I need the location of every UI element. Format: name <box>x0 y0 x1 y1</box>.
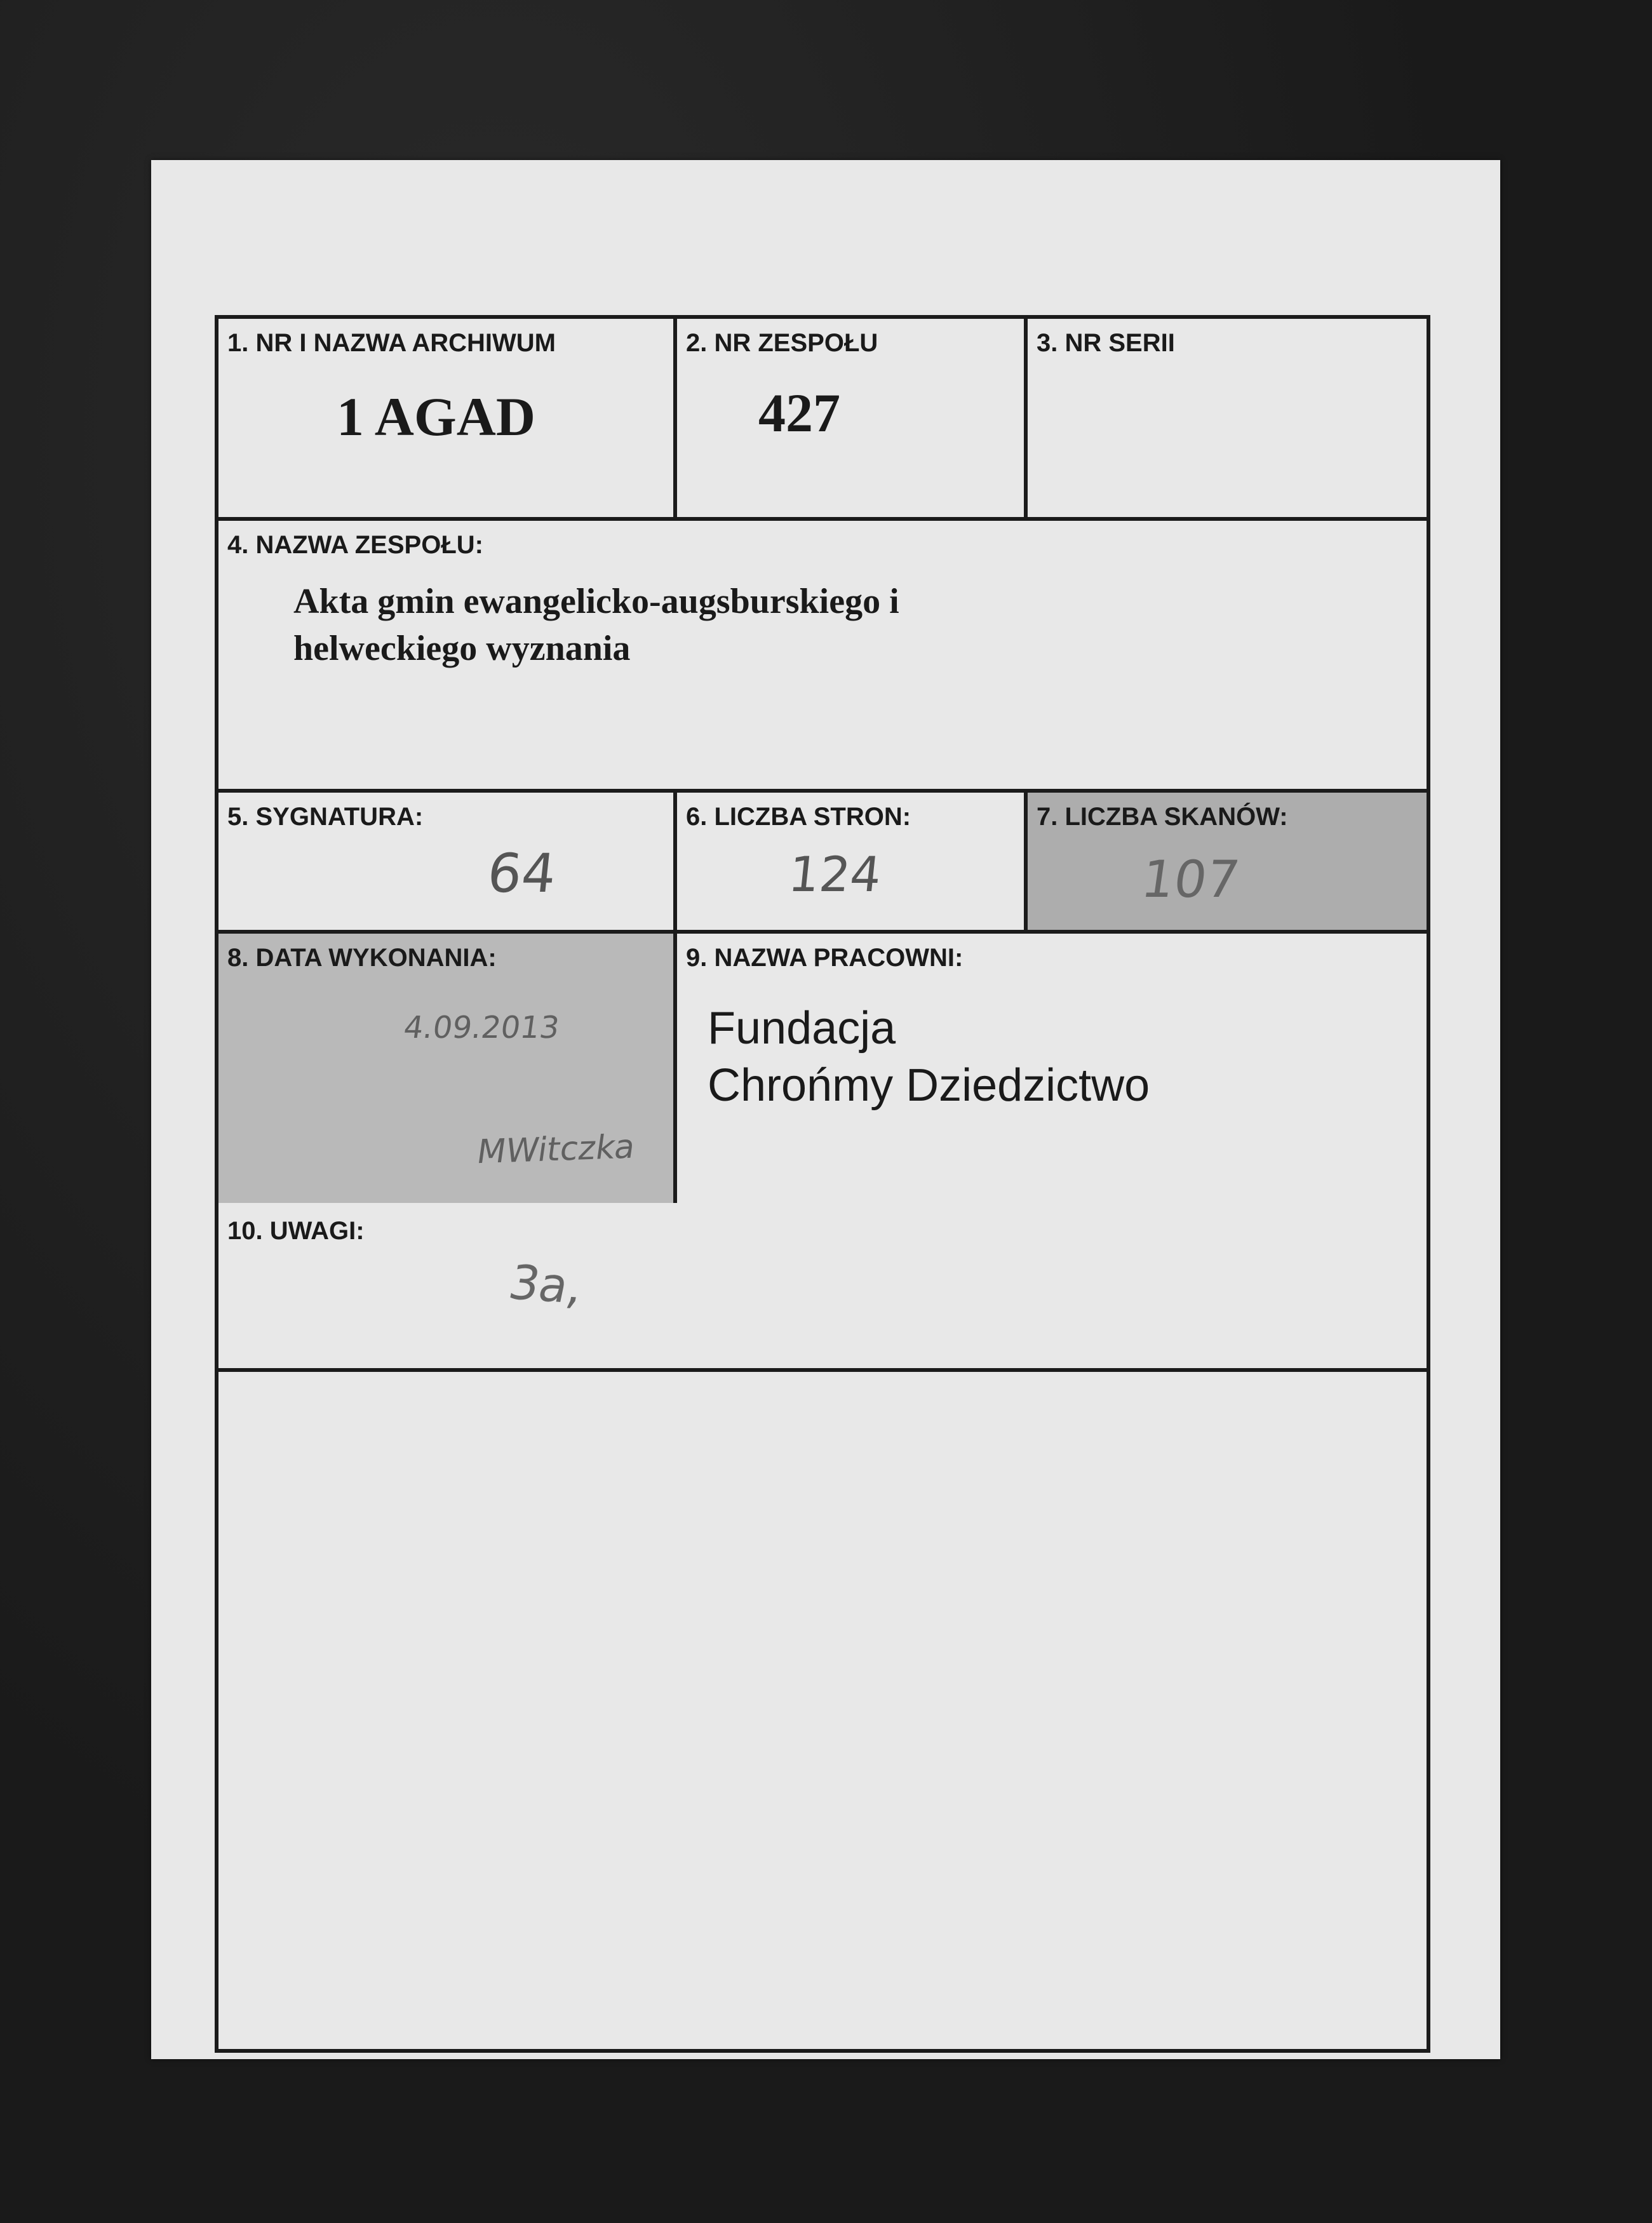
fonds-number-value: 427 <box>758 382 840 443</box>
signature-cell <box>218 793 673 930</box>
document-page <box>151 160 1500 2059</box>
fonds-number-label: 2. NR ZESPOŁU <box>686 329 878 357</box>
series-number-label: 3. NR SERII <box>1037 329 1175 357</box>
archive-cell <box>218 319 673 517</box>
fonds-name-line1: Akta gmin ewangelicko-augsburskiego i <box>293 582 899 621</box>
page-count-value: 124 <box>786 846 884 903</box>
workshop-name-line2: Chrońmy Dziedzictwo <box>708 1060 1150 1111</box>
archive-label: 1. NR I NAZWA ARCHIWUM <box>227 329 556 357</box>
scan-count-label: 7. LICZBA SKANÓW: <box>1037 803 1288 831</box>
operator-signature: MWitczka <box>474 1127 638 1172</box>
series-number-cell <box>1028 319 1427 517</box>
remarks-label: 10. UWAGI: <box>227 1217 365 1245</box>
page-count-label: 6. LICZBA STRON: <box>686 803 911 831</box>
date-value: 4.09.2013 <box>401 1010 562 1045</box>
fonds-name-label: 4. NAZWA ZESPOŁU: <box>227 531 483 559</box>
fonds-name-cell <box>218 521 1427 789</box>
fonds-number-cell <box>677 319 1024 517</box>
workshop-name <box>708 1000 1150 1114</box>
remarks-cell <box>218 1207 1427 2049</box>
workshop-label: 9. NAZWA PRACOWNI: <box>686 944 964 972</box>
scan-count-cell <box>1028 793 1427 930</box>
archive-form <box>215 315 1430 2053</box>
archive-value: 1 AGAD <box>337 386 535 447</box>
workshop-cell <box>677 934 1427 1203</box>
signature-value: 64 <box>484 842 560 904</box>
remarks-value: 3a, <box>504 1255 589 1315</box>
workshop-name-line1: Fundacja <box>708 1003 896 1054</box>
date-label: 8. DATA WYKONANIA: <box>227 944 497 972</box>
fonds-name-line2: helweckiego wyznania <box>293 629 631 668</box>
scan-count-value: 107 <box>1138 850 1244 909</box>
page-count-cell <box>677 793 1024 930</box>
signature-label: 5. SYGNATURA: <box>227 803 424 831</box>
date-cell <box>218 934 673 1203</box>
